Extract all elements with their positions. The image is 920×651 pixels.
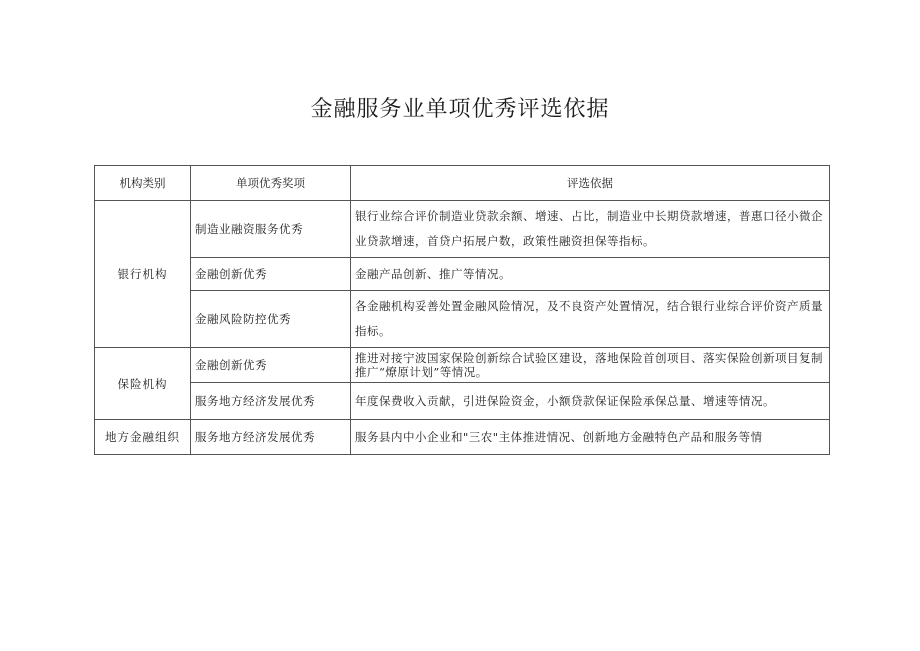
award-cell: 服务地方经济发展优秀 [191, 420, 351, 455]
table-row [95, 348, 830, 383]
category-cell-bank: 银行机构 [95, 201, 191, 348]
basis-cell: 推进对接宁波国家保险创新综合试验区建设，落地保险首创项目、落实保险创新项目复制推广“燎原计划”等情况。 [351, 348, 830, 383]
category-cell-local-finance: 地方金融组织 [95, 420, 191, 455]
award-cell: 服务地方经济发展优秀 [191, 383, 351, 420]
table-row [95, 420, 830, 455]
category-cell-insurance: 保险机构 [95, 348, 191, 420]
award-cell: 金融创新优秀 [191, 348, 351, 383]
basis-cell: 服务县内中小企业和"三农"主体推进情况、创新地方金融特色产品和服务等情 [351, 420, 830, 455]
document-title: 金融服务业单项优秀评选依据 [310, 97, 610, 122]
table-row [95, 291, 830, 348]
award-cell: 金融创新优秀 [191, 258, 351, 291]
award-cell: 制造业融资服务优秀 [191, 201, 351, 258]
basis-cell: 各金融机构妥善处置金融风险情况，及不良资产处置情况，结合银行业综合评价资产质量指标。 [351, 291, 830, 348]
basis-cell: 年度保费收入贡献，引进保险资金，小额贷款保证保险承保总量、增速等情况。 [351, 383, 830, 420]
header-basis: 评选依据 [351, 166, 830, 201]
table-row [95, 383, 830, 420]
basis-cell: 银行业综合评价制造业贷款余额、增速、占比，制造业中长期贷款增速，普惠口径小微企业贷款增速，首贷户拓展户数，政策性融资担保等指标。 [351, 201, 830, 258]
award-criteria-table [94, 165, 830, 455]
table-header-row [95, 166, 830, 201]
header-award: 单项优秀奖项 [191, 166, 351, 201]
header-category: 机构类别 [95, 166, 191, 201]
basis-cell: 金融产品创新、推广等情况。 [351, 258, 830, 291]
table-row [95, 258, 830, 291]
award-cell: 金融风险防控优秀 [191, 291, 351, 348]
table-row [95, 201, 830, 258]
